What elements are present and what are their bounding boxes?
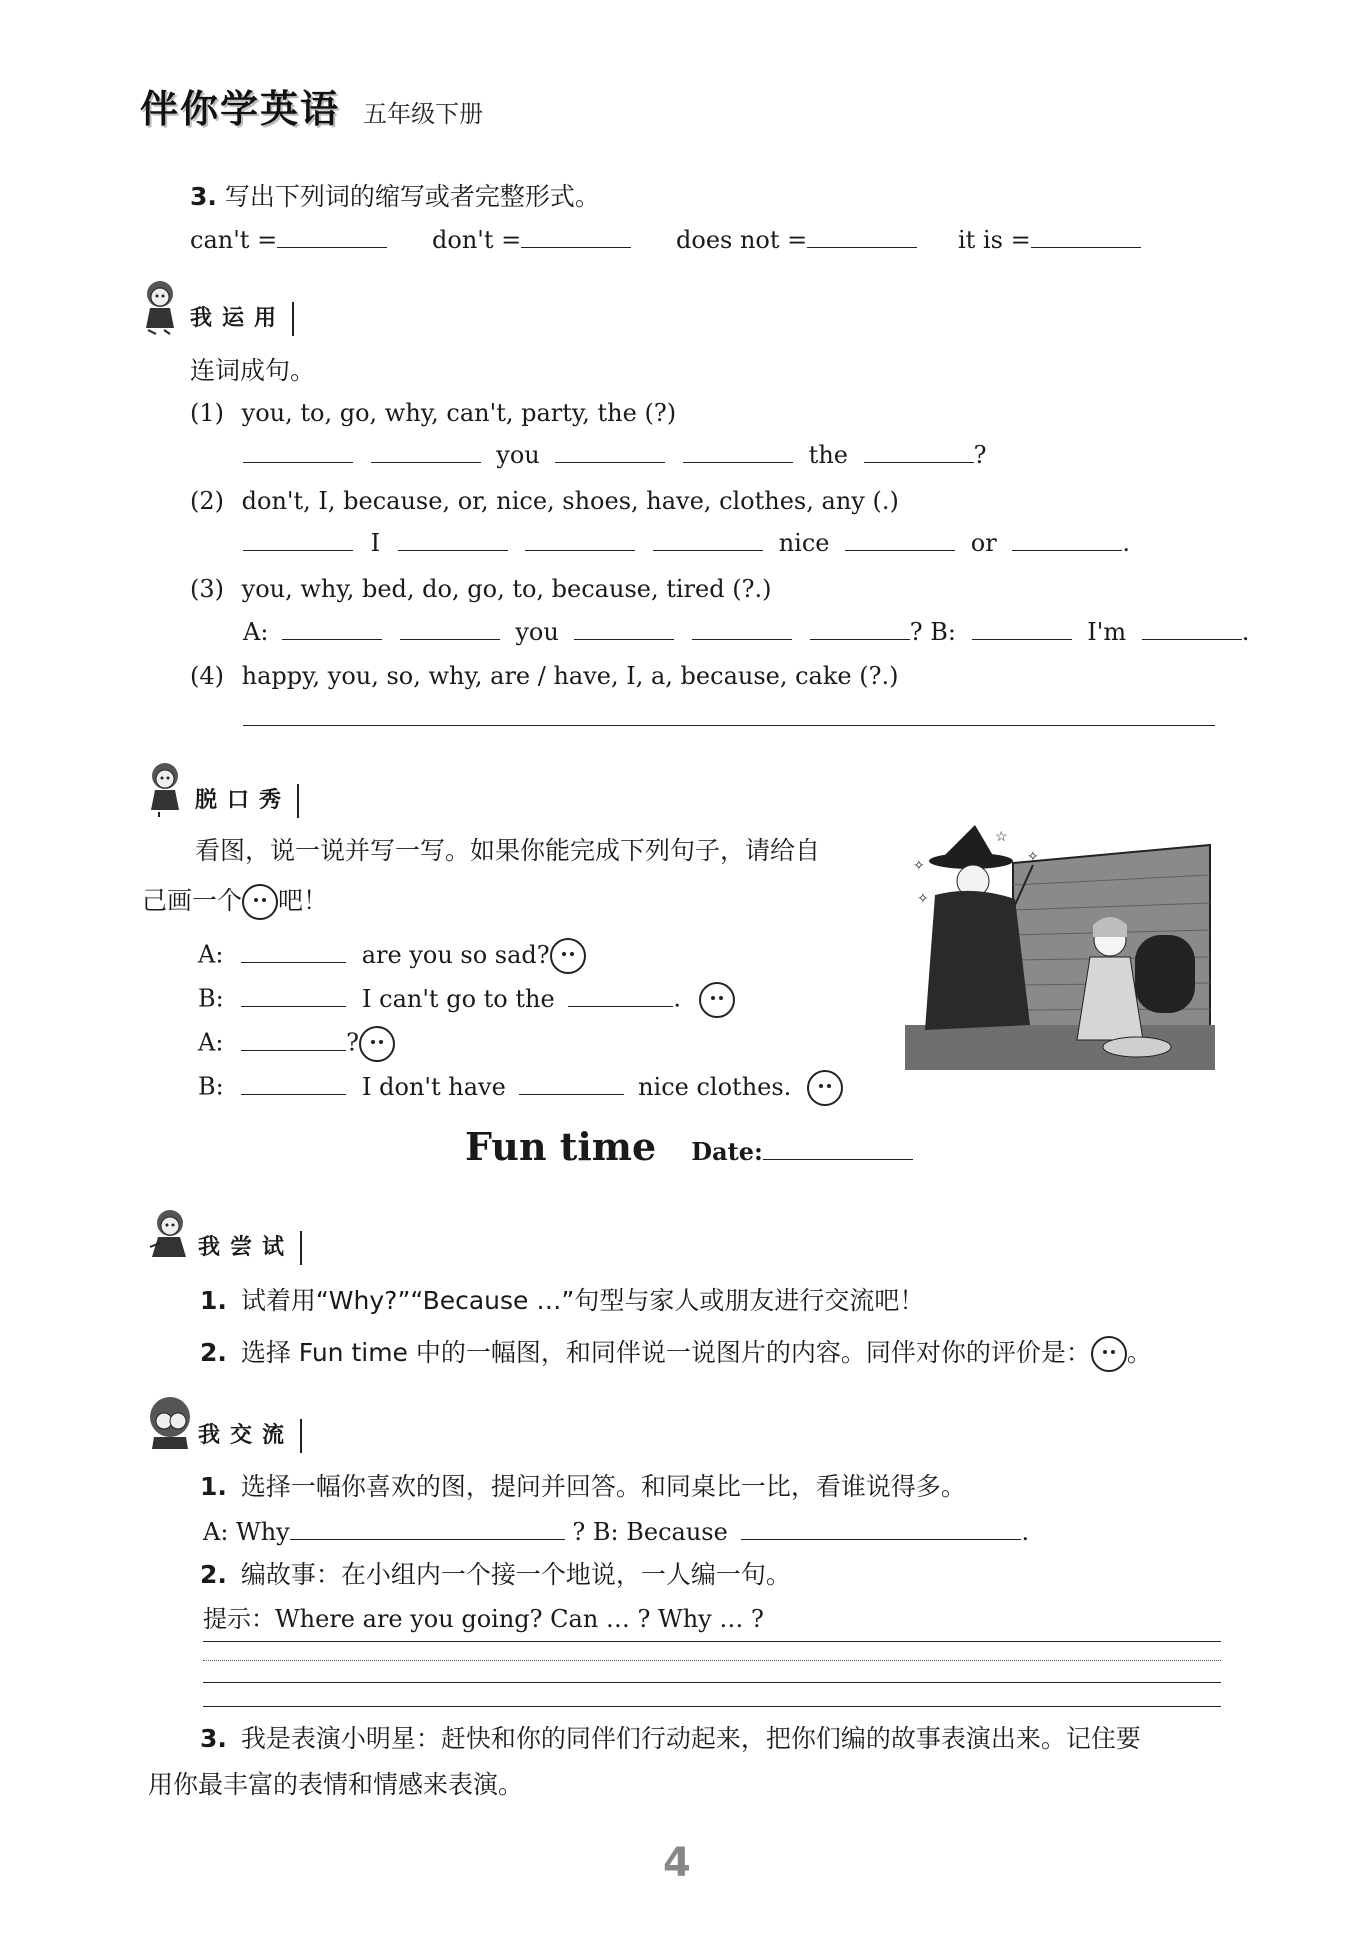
book-subtitle: 五年级下册: [363, 100, 484, 128]
item-text: 我是表演小明星：赶快和你的同伴们行动起来，把你们编的故事表演出来。记住要: [240, 1724, 1141, 1753]
ex3-word-dont: don't =: [432, 226, 522, 254]
item-text: 试着用“Why?”“Because …”句型与家人或朋友进行交流吧！: [240, 1286, 925, 1315]
talk-intro-2: [142, 884, 328, 920]
answer-blank[interactable]: [400, 617, 500, 640]
punctuation: ?: [346, 1028, 359, 1057]
punctuation: 。: [1126, 1338, 1152, 1367]
given-word: you: [496, 441, 540, 469]
q-number: (4): [190, 662, 224, 690]
boy-girl-mascot-icon: [148, 1395, 192, 1453]
item-number: 1.: [200, 1472, 227, 1501]
answer-blank[interactable]: [574, 617, 674, 640]
item-text: 编故事：在小组内一个接一个地说，一人编一句。: [240, 1560, 791, 1589]
try-item-1: [200, 1286, 924, 1316]
answer-blank[interactable]: [653, 528, 763, 551]
q-words: you, to, go, why, can't, party, the (?): [241, 399, 677, 427]
ex3-number: 3.: [190, 182, 217, 211]
smiley-icon: [242, 884, 278, 920]
ex3-word-cant: can't =: [190, 226, 278, 254]
writing-line[interactable]: [203, 1641, 1221, 1642]
ex3-word-does-not: does not =: [676, 226, 808, 254]
dialog-text: I don't have: [362, 1072, 506, 1101]
q-number: (1): [190, 399, 224, 427]
answer-blank[interactable]: [398, 528, 508, 551]
item-number: 3.: [200, 1724, 227, 1753]
answer-blank[interactable]: [555, 440, 665, 463]
svg-text:✧: ✧: [917, 891, 929, 907]
answer-blank[interactable]: [521, 225, 631, 248]
item-text: 选择一幅你喜欢的图，提问并回答。和同桌比一比，看谁说得多。: [240, 1472, 966, 1501]
answer-blank[interactable]: [519, 1072, 624, 1095]
answer-prompt: ? B: Because: [572, 1518, 728, 1546]
section-label: 我交流: [198, 1419, 302, 1453]
use-q4-words: [190, 661, 898, 691]
answer-blank[interactable]: [1012, 528, 1122, 551]
ex3-item-4: [958, 225, 1141, 255]
section-label: 我尝试: [198, 1231, 302, 1265]
answer-blank[interactable]: [282, 617, 382, 640]
section-label: 脱口秀: [195, 784, 299, 818]
dialog-text: nice clothes.: [638, 1072, 792, 1101]
punctuation: .: [673, 984, 681, 1013]
svg-text:✧: ✧: [913, 858, 925, 874]
given-word: the: [808, 441, 848, 469]
section-exchange-header: [148, 1395, 302, 1453]
witch-and-girl-illustration: [905, 825, 1215, 1075]
section-talk-header: [145, 760, 299, 818]
date-label: Date:: [691, 1137, 763, 1166]
answer-blank[interactable]: [1142, 617, 1242, 640]
section-try-header: [148, 1207, 302, 1265]
ex3-item-2: [432, 225, 631, 255]
girl-mascot-icon: [145, 760, 189, 818]
talk-dialog-2: [198, 982, 735, 1018]
try-item-2: [200, 1336, 1152, 1372]
answer-blank[interactable]: [290, 1517, 565, 1540]
section-label: 我运用: [190, 302, 294, 336]
speaker-label: A:: [198, 940, 224, 969]
use-q2-words: [190, 486, 899, 516]
use-q3-words: [190, 574, 771, 604]
punctuation: .: [1122, 529, 1130, 557]
talk-intro-1: 看图，说一说并写一写。如果你能完成下列句子，请给自: [195, 836, 821, 865]
smiley-icon[interactable]: [1091, 1336, 1127, 1372]
page-number: 4: [663, 1840, 691, 1886]
q-number: (2): [190, 487, 224, 515]
talk-dialog-3: [198, 1026, 395, 1062]
speaker-label: ? B:: [909, 618, 956, 646]
given-word: or: [970, 529, 997, 557]
speaker-label: B:: [198, 1072, 224, 1101]
punctuation: .: [1241, 618, 1250, 646]
intro-text: 吧！: [278, 886, 329, 915]
exchange-item-3-line-2: 用你最丰富的表情和情感来表演。: [148, 1770, 524, 1799]
section-use-header: [140, 278, 294, 336]
svg-text:☆: ☆: [995, 829, 1008, 845]
exchange-hint: 提示：Where are you going? Can … ? Why … ?: [203, 1605, 764, 1633]
talk-dialog-4: [198, 1070, 843, 1106]
use-instruction: 连词成句。: [190, 356, 316, 385]
q-words: happy, you, so, why, are / have, I, a, because, cake (?.): [241, 662, 899, 690]
exchange-qa: [203, 1517, 1029, 1547]
page-header: [140, 78, 484, 131]
intro-text: 己画一个: [142, 886, 243, 915]
dialog-text: are you so sad?: [361, 940, 550, 969]
writing-line[interactable]: [203, 1706, 1221, 1707]
ex3-instruction: 写出下列词的缩写或者完整形式。: [224, 182, 600, 211]
answer-blank[interactable]: [810, 617, 910, 640]
answer-blank[interactable]: [741, 1517, 1021, 1540]
speaker-label: B:: [198, 984, 224, 1013]
use-q1-answer: [243, 440, 987, 470]
punctuation: .: [1021, 1518, 1030, 1546]
item-number: 2.: [200, 1338, 227, 1367]
writing-line-dotted[interactable]: [203, 1660, 1221, 1661]
girl-mascot-icon: [140, 278, 184, 336]
girl-mascot-icon: [148, 1207, 192, 1265]
use-q4-answer-line[interactable]: [243, 725, 1215, 726]
q-number: (3): [190, 575, 224, 603]
svg-text:✧: ✧: [1027, 849, 1039, 865]
given-word: I: [370, 529, 381, 557]
q-words: you, why, bed, do, go, to, because, tired (?.): [241, 575, 772, 603]
given-word: nice: [778, 529, 830, 557]
answer-blank[interactable]: [243, 528, 353, 551]
answer-blank[interactable]: [807, 225, 917, 248]
answer-blank[interactable]: [692, 617, 792, 640]
speaker-label: A:: [243, 618, 269, 646]
answer-blank[interactable]: [1031, 225, 1141, 248]
ex3-word-it-is: it is =: [958, 226, 1031, 254]
answer-blank[interactable]: [371, 440, 481, 463]
answer-blank[interactable]: [864, 440, 974, 463]
answer-blank[interactable]: [243, 440, 353, 463]
answer-blank[interactable]: [525, 528, 635, 551]
exchange-item-1: [200, 1472, 966, 1502]
q-words: don't, I, because, or, nice, shoes, have, clothes, any (.): [241, 487, 899, 515]
speaker-label: A:: [198, 1028, 224, 1057]
exchange-item-2: [200, 1560, 791, 1590]
ex3-item-3: [676, 225, 917, 255]
given-word: I'm: [1087, 618, 1127, 646]
answer-blank[interactable]: [568, 984, 673, 1007]
ex3-item-1: [190, 225, 387, 255]
use-q3-answer: [243, 617, 1249, 647]
answer-blank[interactable]: [277, 225, 387, 248]
smiley-icon[interactable]: [699, 982, 735, 1018]
given-word: you: [515, 618, 559, 646]
smiley-icon[interactable]: [550, 938, 586, 974]
answer-blank[interactable]: [241, 940, 346, 963]
use-q1-words: [190, 398, 676, 428]
smiley-icon[interactable]: [359, 1026, 395, 1062]
fun-time-heading: [465, 1124, 913, 1169]
book-title: 伴你学英语: [140, 87, 341, 131]
answer-blank[interactable]: [241, 984, 346, 1007]
answer-blank[interactable]: [241, 1028, 346, 1051]
talk-dialog-1: [198, 938, 586, 974]
ex3-heading: [190, 182, 600, 212]
punctuation: ?: [973, 441, 987, 469]
dialog-text: I can't go to the: [362, 984, 555, 1013]
exchange-item-3-line-1: [200, 1724, 1141, 1754]
smiley-icon[interactable]: [807, 1070, 843, 1106]
use-q2-answer: [243, 528, 1130, 558]
answer-blank[interactable]: [241, 1072, 346, 1095]
fun-time-title: Fun time: [465, 1124, 657, 1169]
item-text: 选择 Fun time 中的一幅图，和同伴说一说图片的内容。同伴对你的评价是：: [240, 1338, 1091, 1367]
question-prompt: A: Why: [203, 1518, 290, 1546]
answer-blank[interactable]: [845, 528, 955, 551]
date-blank[interactable]: [763, 1137, 913, 1160]
item-number: 1.: [200, 1286, 227, 1315]
item-number: 2.: [200, 1560, 227, 1589]
writing-line[interactable]: [203, 1682, 1221, 1683]
answer-blank[interactable]: [972, 617, 1072, 640]
answer-blank[interactable]: [683, 440, 793, 463]
